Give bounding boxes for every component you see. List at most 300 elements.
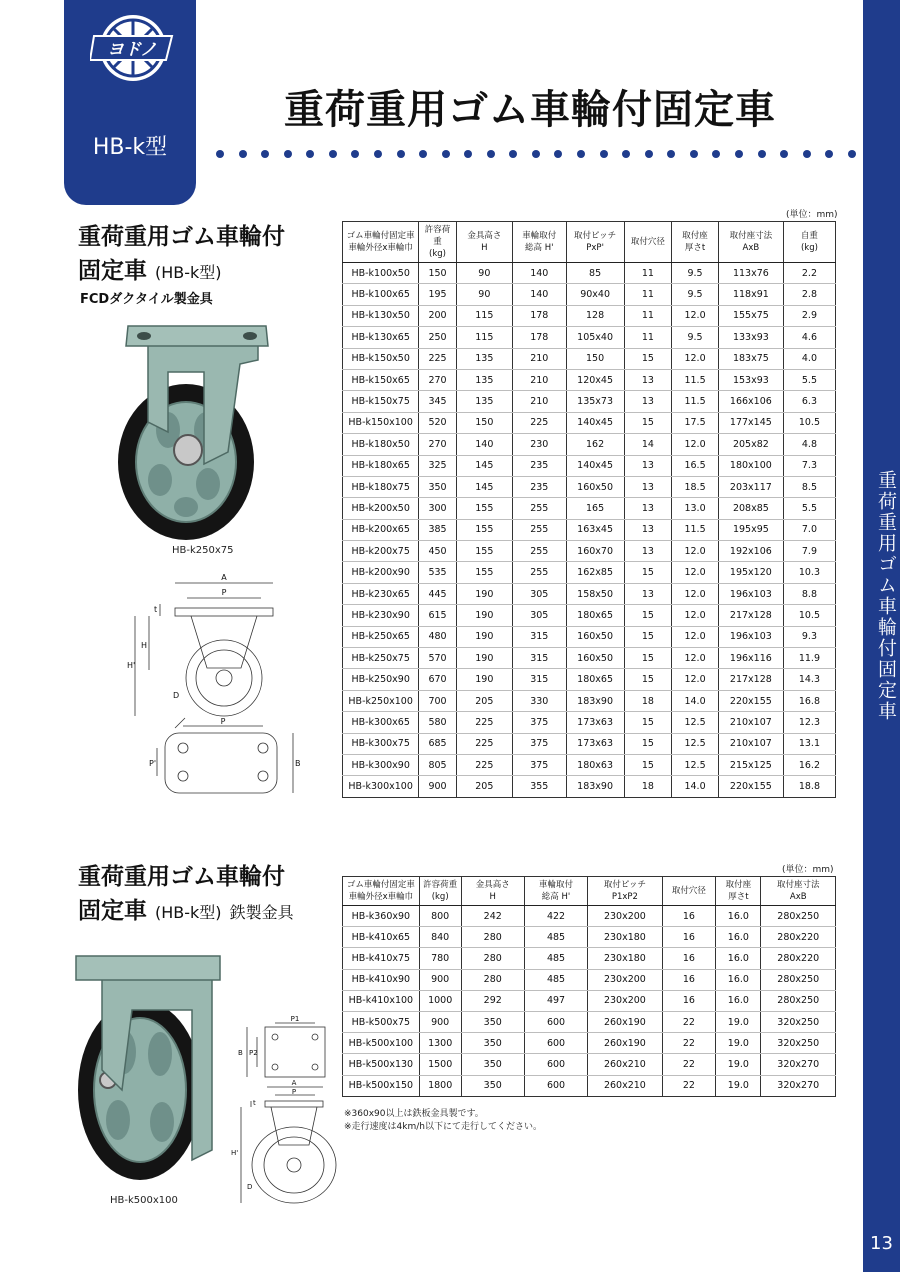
table-cell: 11.5	[672, 519, 719, 540]
table-cell: 155	[456, 498, 512, 519]
column-header: 取付座寸法 AxB	[761, 877, 836, 906]
table-cell: 14.0	[672, 776, 719, 797]
table-cell: 485	[524, 969, 587, 990]
table-cell: 190	[456, 583, 512, 604]
table-cell: 17.5	[672, 412, 719, 433]
table-cell: 140x45	[566, 455, 624, 476]
table-cell: 15	[624, 562, 672, 583]
table-cell: 14.3	[783, 669, 835, 690]
table-cell: 280x250	[761, 990, 836, 1011]
table-cell: 320x250	[761, 1011, 836, 1032]
table-cell: 320x250	[761, 1033, 836, 1054]
logo-text: ヨドノ	[107, 40, 157, 60]
table-row	[343, 906, 836, 927]
section1-photo-caption: HB-k250x75	[172, 545, 234, 556]
table-cell: HB-k360x90	[343, 906, 420, 927]
table-cell: 16	[662, 990, 716, 1011]
table-cell: 150	[566, 348, 624, 369]
table-cell: 12.0	[672, 434, 719, 455]
table-cell: 840	[419, 927, 461, 948]
table-row	[343, 284, 836, 305]
table-cell: 260x210	[588, 1054, 662, 1075]
table-cell: 292	[461, 990, 524, 1011]
table-cell: 800	[419, 906, 461, 927]
table-cell: 140	[456, 434, 512, 455]
table-cell: 183x90	[566, 776, 624, 797]
table-cell: 600	[524, 1011, 587, 1032]
table-cell: 255	[512, 519, 566, 540]
table-cell: 230x200	[588, 906, 662, 927]
table-cell: 90x40	[566, 284, 624, 305]
table-cell: HB-k200x90	[343, 562, 419, 583]
table-cell: 210x107	[718, 733, 783, 754]
svg-text:t: t	[154, 605, 158, 614]
table-cell: 12.0	[672, 348, 719, 369]
table-cell: 15	[624, 348, 672, 369]
table-row	[343, 648, 836, 669]
table-cell: 1000	[419, 990, 461, 1011]
table-cell: 375	[512, 712, 566, 733]
table-cell: 350	[461, 1054, 524, 1075]
table-cell: 173x63	[566, 733, 624, 754]
svg-text:A: A	[291, 1079, 297, 1087]
table-row	[343, 434, 836, 455]
table-cell: 11	[624, 263, 672, 284]
table-cell: 250	[419, 327, 456, 348]
table-cell: HB-k300x90	[343, 754, 419, 775]
table-cell: 225	[456, 733, 512, 754]
table-cell: 153x93	[718, 369, 783, 390]
table-cell: 90	[456, 263, 512, 284]
table-cell: 150	[419, 263, 456, 284]
table-cell: 16.0	[716, 990, 761, 1011]
table-cell: 230x180	[588, 948, 662, 969]
table-cell: 15	[624, 648, 672, 669]
table-cell: 600	[524, 1075, 587, 1096]
table-cell: 16.5	[672, 455, 719, 476]
table-cell: 350	[461, 1033, 524, 1054]
table-cell: 270	[419, 369, 456, 390]
table-cell: 235	[512, 455, 566, 476]
table-cell: 570	[419, 648, 456, 669]
table-cell: 780	[419, 948, 461, 969]
table-cell: 10.5	[783, 605, 835, 626]
section2-title: 重荷重用ゴム車輪付 固定車 (HB-k型) 鉄製金具	[78, 864, 294, 924]
table-cell: 155	[456, 541, 512, 562]
table-cell: 22	[662, 1075, 716, 1096]
table-cell: HB-k150x100	[343, 412, 419, 433]
table-cell: 15	[624, 626, 672, 647]
table-cell: 600	[524, 1054, 587, 1075]
table-cell: 155	[456, 562, 512, 583]
table-cell: HB-k410x65	[343, 927, 420, 948]
table-cell: 255	[512, 498, 566, 519]
table-cell: 320x270	[761, 1075, 836, 1096]
table-row	[343, 1033, 836, 1054]
table-cell: 178	[512, 305, 566, 326]
table-cell: 12.5	[672, 733, 719, 754]
table-cell: 350	[461, 1075, 524, 1096]
table-cell: 497	[524, 990, 587, 1011]
table-cell: HB-k500x75	[343, 1011, 420, 1032]
table-cell: 208x85	[718, 498, 783, 519]
table-cell: 190	[456, 648, 512, 669]
table-cell: 615	[419, 605, 456, 626]
table-row	[343, 927, 836, 948]
table-cell: 135	[456, 348, 512, 369]
table-cell: HB-k100x50	[343, 263, 419, 284]
table-cell: 520	[419, 412, 456, 433]
spec-table-ductile	[342, 221, 836, 798]
table-cell: 900	[419, 1011, 461, 1032]
table-cell: 450	[419, 541, 456, 562]
table-cell: 900	[419, 969, 461, 990]
table-cell: HB-k150x65	[343, 369, 419, 390]
table-cell: HB-k250x90	[343, 669, 419, 690]
table-cell: 160x50	[566, 476, 624, 497]
table-cell: 115	[456, 327, 512, 348]
svg-text:P1: P1	[290, 1015, 300, 1023]
caster-photo-large	[72, 950, 232, 1190]
table-cell: 1800	[419, 1075, 461, 1096]
table-row	[343, 327, 836, 348]
column-header: 取付座 厚さt	[716, 877, 761, 906]
model-tag: HB-k型	[92, 135, 168, 160]
table-row	[343, 541, 836, 562]
table-cell: 305	[512, 605, 566, 626]
table-row	[343, 305, 836, 326]
section1-unit: (単位：mm)	[786, 210, 838, 220]
column-header: 金具高さ H	[461, 877, 524, 906]
table-cell: HB-k410x75	[343, 948, 420, 969]
table-cell: 196x103	[718, 626, 783, 647]
svg-text:A: A	[221, 573, 227, 582]
table-cell: 445	[419, 583, 456, 604]
table-cell: 16.0	[716, 906, 761, 927]
table-cell: HB-k230x65	[343, 583, 419, 604]
table-cell: 13	[624, 519, 672, 540]
table-cell: 805	[419, 754, 456, 775]
svg-text:P2: P2	[249, 1049, 258, 1057]
table-cell: 163x45	[566, 519, 624, 540]
table-cell: 11	[624, 327, 672, 348]
table-cell: 115	[456, 305, 512, 326]
table-cell: 225	[456, 754, 512, 775]
table-cell: 8.8	[783, 583, 835, 604]
table-row	[343, 369, 836, 390]
table-cell: 180x100	[718, 455, 783, 476]
table-cell: 1500	[419, 1054, 461, 1075]
table-cell: 190	[456, 605, 512, 626]
table-cell: 133x93	[718, 327, 783, 348]
table-cell: HB-k180x65	[343, 455, 419, 476]
note-1: ※360x90以上は鉄板金具製です。	[344, 1109, 484, 1119]
column-header: 車輪取付 総高 H'	[512, 222, 566, 263]
table-cell: 5.5	[783, 498, 835, 519]
table-cell: 345	[419, 391, 456, 412]
table-cell: 670	[419, 669, 456, 690]
table-cell: 18	[624, 690, 672, 711]
svg-text:H: H	[141, 641, 148, 650]
table-cell: 355	[512, 776, 566, 797]
table-cell: 260x210	[588, 1075, 662, 1096]
table-cell: HB-k130x65	[343, 327, 419, 348]
page-title: 重荷重用ゴム車輪付固定車	[284, 87, 776, 133]
table-cell: 350	[461, 1011, 524, 1032]
table-cell: HB-k150x50	[343, 348, 419, 369]
dotted-divider	[216, 150, 856, 160]
table-cell: 225	[512, 412, 566, 433]
table-cell: 13	[624, 541, 672, 562]
table-cell: 18.8	[783, 776, 835, 797]
table-cell: 11	[624, 284, 672, 305]
table-cell: 16	[662, 948, 716, 969]
table-cell: 280	[461, 948, 524, 969]
table-cell: 280x220	[761, 927, 836, 948]
table-cell: 280	[461, 969, 524, 990]
table-cell: 255	[512, 562, 566, 583]
table-cell: 255	[512, 541, 566, 562]
table-cell: 22	[662, 1033, 716, 1054]
table-cell: 19.0	[716, 1011, 761, 1032]
table-cell: 16.2	[783, 754, 835, 775]
table-cell: 700	[419, 690, 456, 711]
column-header: 金具高さ H	[456, 222, 512, 263]
table-cell: 230	[512, 434, 566, 455]
table-cell: HB-k230x90	[343, 605, 419, 626]
table-row	[343, 948, 836, 969]
table-cell: 13	[624, 498, 672, 519]
table-cell: 315	[512, 626, 566, 647]
table-cell: 205	[456, 776, 512, 797]
table-cell: 15	[624, 605, 672, 626]
table-cell: 140x45	[566, 412, 624, 433]
table-row	[343, 776, 836, 797]
table-cell: 12.0	[672, 541, 719, 562]
table-row	[343, 733, 836, 754]
table-cell: 118x91	[718, 284, 783, 305]
table-cell: 180x63	[566, 754, 624, 775]
column-header: ゴム車輪付固定車 車輪外径x車輪巾	[343, 877, 420, 906]
table-cell: HB-k180x50	[343, 434, 419, 455]
column-header: 取付座 厚さt	[672, 222, 719, 263]
table-row	[343, 391, 836, 412]
table-cell: 2.8	[783, 284, 835, 305]
table-cell: 16	[662, 969, 716, 990]
table-cell: 280x250	[761, 906, 836, 927]
table-cell: 210	[512, 391, 566, 412]
table-cell: 155x75	[718, 305, 783, 326]
table-cell: 13	[624, 369, 672, 390]
table-cell: 16.0	[716, 969, 761, 990]
table-cell: 205x82	[718, 434, 783, 455]
table-cell: 196x116	[718, 648, 783, 669]
table-cell: 305	[512, 583, 566, 604]
table-cell: 12.0	[672, 305, 719, 326]
table-cell: HB-k130x50	[343, 305, 419, 326]
column-header: 車輪取付 総高 H'	[524, 877, 587, 906]
svg-text:B: B	[238, 1049, 243, 1057]
table-cell: 18.5	[672, 476, 719, 497]
dimension-drawing-small	[125, 568, 305, 808]
table-cell: 7.0	[783, 519, 835, 540]
table-cell: 12.0	[672, 605, 719, 626]
table-cell: 7.3	[783, 455, 835, 476]
column-header: 取付ピッチ PxP'	[566, 222, 624, 263]
table-cell: 145	[456, 476, 512, 497]
table-cell: 180x65	[566, 605, 624, 626]
table-cell: 160x70	[566, 541, 624, 562]
table-cell: HB-k200x50	[343, 498, 419, 519]
table-row	[343, 969, 836, 990]
table-cell: 1300	[419, 1033, 461, 1054]
table-cell: 12.0	[672, 562, 719, 583]
table-cell: 210	[512, 369, 566, 390]
table-row	[343, 669, 836, 690]
table-cell: 180x65	[566, 669, 624, 690]
table-cell: 2.2	[783, 263, 835, 284]
table-cell: 330	[512, 690, 566, 711]
dimension-drawing-large	[225, 1015, 345, 1205]
table-cell: 9.5	[672, 327, 719, 348]
table-cell: HB-k250x75	[343, 648, 419, 669]
table-row	[343, 498, 836, 519]
table-cell: HB-k150x75	[343, 391, 419, 412]
table-cell: 162x85	[566, 562, 624, 583]
table-cell: 12.0	[672, 626, 719, 647]
section2-photo-caption: HB-k500x100	[110, 1195, 178, 1206]
table-cell: HB-k250x65	[343, 626, 419, 647]
svg-text:t: t	[253, 1099, 256, 1107]
table-cell: 485	[524, 927, 587, 948]
table-cell: 10.3	[783, 562, 835, 583]
svg-text:H': H'	[127, 661, 136, 670]
table-cell: 12.5	[672, 712, 719, 733]
table-cell: 150	[456, 412, 512, 433]
table-cell: 4.6	[783, 327, 835, 348]
table-cell: 203x117	[718, 476, 783, 497]
table-cell: 15	[624, 669, 672, 690]
table-cell: 113x76	[718, 263, 783, 284]
table-cell: 15	[624, 754, 672, 775]
table-cell: 270	[419, 434, 456, 455]
table-cell: 195	[419, 284, 456, 305]
table-row	[343, 690, 836, 711]
table-row	[343, 263, 836, 284]
spec-table-steel	[342, 876, 836, 1097]
table-cell: 12.0	[672, 669, 719, 690]
table-row	[343, 562, 836, 583]
table-cell: 6.3	[783, 391, 835, 412]
table-cell: 195x120	[718, 562, 783, 583]
table-cell: 11.5	[672, 391, 719, 412]
table-row	[343, 1054, 836, 1075]
table-cell: 13.1	[783, 733, 835, 754]
table-row	[343, 626, 836, 647]
table-row	[343, 476, 836, 497]
table-cell: 158x50	[566, 583, 624, 604]
table-cell: 315	[512, 648, 566, 669]
table-cell: 230x200	[588, 990, 662, 1011]
table-cell: 16	[662, 906, 716, 927]
table-cell: 14	[624, 434, 672, 455]
column-header: 取付穴径	[662, 877, 716, 906]
svg-text:D: D	[247, 1183, 253, 1191]
table-cell: HB-k250x100	[343, 690, 419, 711]
table-cell: 183x75	[718, 348, 783, 369]
table-cell: 280x250	[761, 969, 836, 990]
table-cell: 145	[456, 455, 512, 476]
table-cell: 485	[524, 948, 587, 969]
table-cell: 12.0	[672, 583, 719, 604]
table-cell: 13	[624, 583, 672, 604]
table-cell: 4.0	[783, 348, 835, 369]
table-cell: 11.5	[672, 369, 719, 390]
table-cell: 15	[624, 412, 672, 433]
table-cell: 13	[624, 391, 672, 412]
table-cell: HB-k410x90	[343, 969, 420, 990]
table-cell: 162	[566, 434, 624, 455]
table-cell: 15	[624, 733, 672, 754]
table-cell: 16.0	[716, 948, 761, 969]
table-cell: 16.8	[783, 690, 835, 711]
table-cell: 190	[456, 626, 512, 647]
table-cell: 600	[524, 1033, 587, 1054]
table-cell: 22	[662, 1011, 716, 1032]
column-header: 取付穴径	[624, 222, 672, 263]
column-header: 自重 (kg)	[783, 222, 835, 263]
section1-title: 重荷重用ゴム車輪付 固定車 (HB-k型)	[78, 224, 285, 284]
table-cell: 105x40	[566, 327, 624, 348]
table-cell: 422	[524, 906, 587, 927]
table-cell: 480	[419, 626, 456, 647]
table-cell: 16.0	[716, 927, 761, 948]
table-cell: 173x63	[566, 712, 624, 733]
table-cell: 225	[456, 712, 512, 733]
table-cell: 200	[419, 305, 456, 326]
table-cell: 230x180	[588, 927, 662, 948]
table-cell: 220x155	[718, 690, 783, 711]
table-row	[343, 583, 836, 604]
table-cell: 205	[456, 690, 512, 711]
table-row	[343, 455, 836, 476]
table-cell: 9.5	[672, 263, 719, 284]
table-cell: 192x106	[718, 541, 783, 562]
table-cell: 535	[419, 562, 456, 583]
table-cell: 220x155	[718, 776, 783, 797]
section1-subtitle: FCDダクタイル製金具	[80, 292, 213, 307]
column-header: 取付座寸法 AxB	[718, 222, 783, 263]
table-cell: 215x125	[718, 754, 783, 775]
table-cell: 280x220	[761, 948, 836, 969]
table-cell: 155	[456, 519, 512, 540]
svg-text:P: P	[291, 1088, 297, 1096]
column-header: 取付ピッチ P1xP2	[588, 877, 662, 906]
table-cell: 13	[624, 476, 672, 497]
table-cell: 160x50	[566, 626, 624, 647]
table-cell: 195x95	[718, 519, 783, 540]
table-cell: 385	[419, 519, 456, 540]
table-cell: 196x103	[718, 583, 783, 604]
table-cell: 12.0	[672, 648, 719, 669]
table-cell: 375	[512, 733, 566, 754]
table-cell: 210	[512, 348, 566, 369]
table-cell: 15	[624, 712, 672, 733]
table-cell: 300	[419, 498, 456, 519]
table-cell: HB-k300x75	[343, 733, 419, 754]
table-cell: 18	[624, 776, 672, 797]
svg-text:B: B	[295, 759, 301, 768]
